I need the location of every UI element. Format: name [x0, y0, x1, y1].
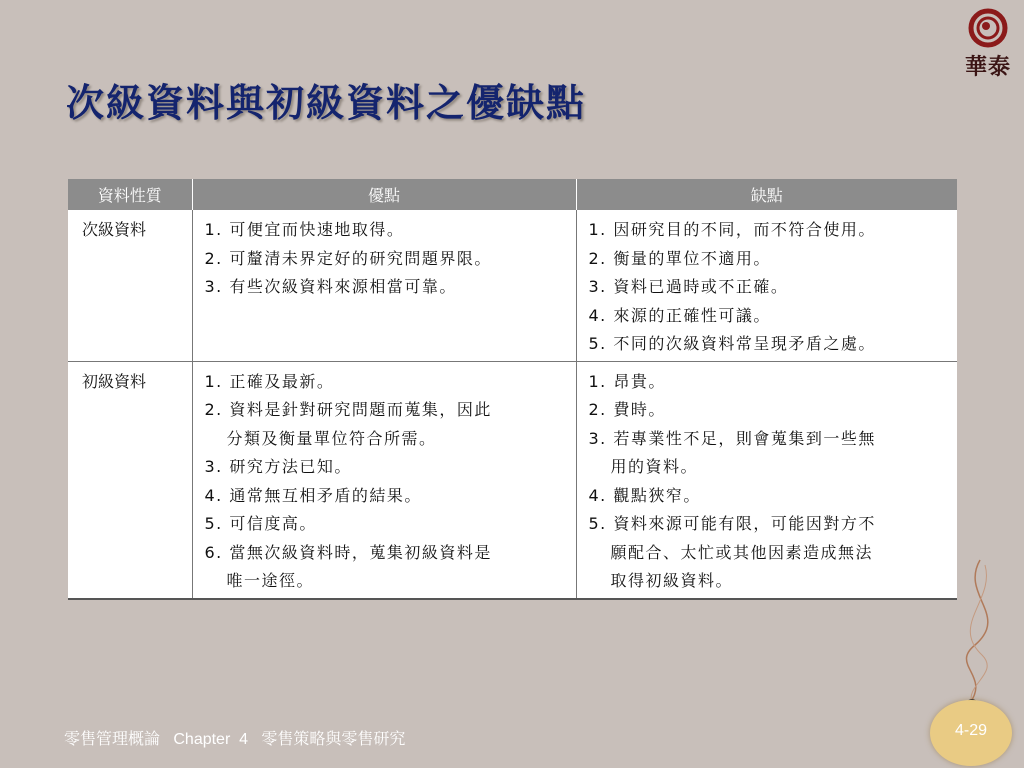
header-cons: 缺點 — [576, 179, 957, 210]
slide-footer — [64, 726, 405, 749]
table-row — [68, 210, 957, 361]
comparison-table — [68, 179, 957, 600]
list-item: 5. 不同的次級資料常呈現矛盾之處。 — [588, 334, 876, 353]
page-number-badge — [930, 700, 1012, 766]
list-item-continuation: 用的資料。 — [610, 457, 699, 476]
list-item: 4. 來源的正確性可議。 — [588, 305, 771, 325]
tag-string-decoration — [920, 555, 1020, 715]
list-item: 6. 當無次級資料時，蒐集初級資料是 — [204, 542, 492, 562]
list-item: 4. 觀點狹窄。 — [588, 485, 701, 505]
cons-cell — [576, 210, 957, 361]
list-item: 1. 正確及最新。 — [204, 371, 335, 391]
list-item: 2. 費時。 — [588, 400, 666, 419]
list-item: 3. 若專業性不足，則會蒐集到一些無 — [588, 428, 876, 448]
slide-title: 次級資料與初級資料之優缺點 — [66, 80, 587, 125]
row-category: 次級資料 — [68, 210, 192, 361]
list-item: 5. 資料來源可能有限，可能因對方不 — [588, 514, 876, 533]
logo-text: 華泰 — [964, 54, 1011, 80]
row-category: 初級資料 — [68, 361, 192, 599]
footer-course: 零售管理概論 — [64, 731, 161, 748]
list-item-continuation: 分類及衡量單位符合所需。 — [226, 428, 437, 448]
list-item: 3. 研究方法已知。 — [204, 457, 352, 476]
list-item-continuation: 取得初級資料。 — [610, 571, 734, 590]
list-item: 1. 因研究目的不同，而不符合使用。 — [588, 220, 876, 239]
cons-cell — [576, 361, 957, 599]
footer-topic: 零售策略與零售研究 — [261, 731, 406, 748]
list-item: 2. 資料是針對研究問題而蒐集，因此 — [204, 400, 492, 419]
list-item: 3. 有些次級資料來源相當可靠。 — [204, 277, 457, 296]
table-row — [68, 361, 957, 599]
list-item-continuation: 願配合、太忙或其他因素造成無法 — [610, 542, 874, 562]
table-header-row — [68, 179, 957, 210]
header-pros: 優點 — [192, 179, 576, 210]
pros-cell — [192, 210, 576, 361]
publisher-logo — [958, 8, 1018, 81]
list-item: 2. 衡量的單位不適用。 — [588, 248, 771, 268]
list-item: 2. 可釐清未界定好的研究問題界限。 — [204, 248, 492, 268]
list-item: 5. 可信度高。 — [204, 514, 317, 533]
footer-chapter: Chapter 4 — [173, 731, 249, 748]
list-item: 1. 昂貴。 — [588, 371, 666, 391]
list-item-continuation: 唯一途徑。 — [226, 571, 315, 590]
pros-cell — [192, 361, 576, 599]
list-item: 4. 通常無互相矛盾的結果。 — [204, 485, 422, 505]
logo-ring-icon — [968, 8, 1008, 48]
header-data-type: 資料性質 — [68, 179, 192, 210]
page-number: 4-29 — [954, 722, 988, 739]
list-item: 3. 資料已過時或不正確。 — [588, 277, 789, 296]
list-item: 1. 可便宜而快速地取得。 — [204, 220, 405, 239]
